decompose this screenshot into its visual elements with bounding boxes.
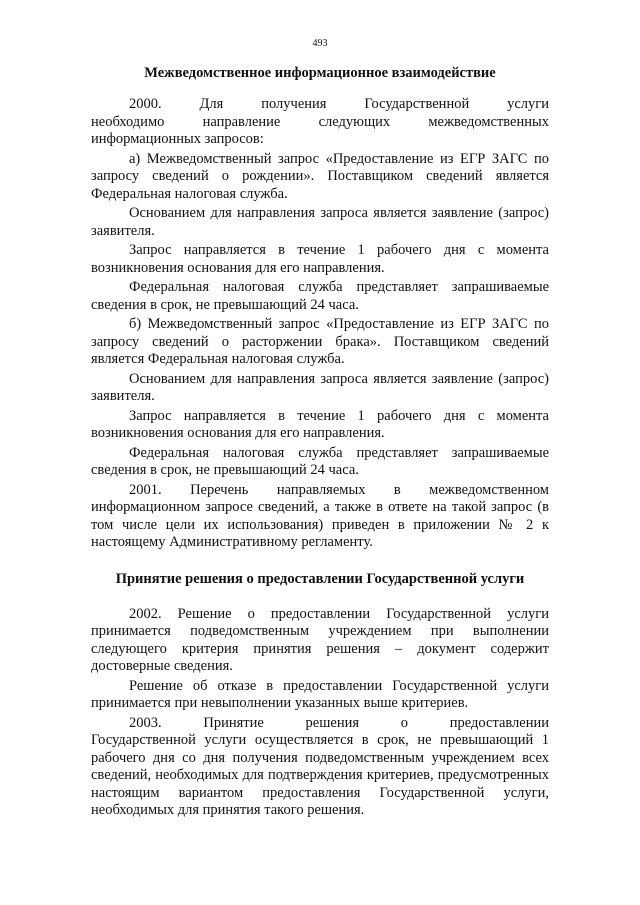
- paragraph-2000-text: необходимо направление следующих межведомственных информационных запросов:: [91, 113, 549, 147]
- paragraph-2001: [91, 482, 549, 552]
- paragraph-2000-first-line: 2000. Для получения Государственной услуги: [129, 96, 549, 112]
- section-heading-interagency: Межведомственное информационное взаимодействие: [144, 65, 496, 81]
- paragraph-2001-text: информационном запросе сведений, а также в ответе на такой запрос (в том числе цели их использования) приведен в приложении № 2 к настоящему Административному регламенту.: [91, 499, 549, 550]
- item-b-request: б) Межведомственный запрос «Предоставление из ЕГР ЗАГС по запросу сведений о расторжении брака». Поставщиком сведений является Федеральная налоговая служба.: [91, 316, 549, 367]
- document-body: [91, 38, 549, 822]
- item-b-response: Федеральная налоговая служба представляет запрашиваемые сведения в срок, не превышающий 24 часа.: [91, 444, 549, 478]
- item-a-request: а) Межведомственный запрос «Предоставление из ЕГР ЗАГС по запросу сведений о рождении». Поставщиком сведений является Федеральная налоговая служба.: [91, 150, 549, 202]
- page-number: 493: [312, 38, 328, 49]
- paragraph-2002: [91, 606, 549, 676]
- item-a-response: Федеральная налоговая служба представляет запрашиваемые сведения в срок, не превышающий 24 часа.: [91, 279, 549, 313]
- paragraph-2003: [91, 715, 549, 820]
- paragraph-2003-text: Государственной услуги осуществляется в срок, не превышающий 1 рабочего дня со дня получения подведомственным учреждением всех сведений, необходимых для подтверждения критериев, предусмотренных настоящим вариантом предоставления Государственной услуги, необходимых для принятия такого решения.: [91, 732, 549, 818]
- paragraph-2002-first-line: 2002. Решение о предоставлении Государственной услуги: [129, 605, 549, 622]
- paragraph-refusal: Решение об отказе в предоставлении Государственной услуги принимается при невыполнении указанных выше критериев.: [91, 677, 549, 711]
- item-a-timing: Запрос направляется в течение 1 рабочего дня с момента возникновения основания для его направления.: [91, 242, 549, 276]
- paragraph-2000: [91, 96, 549, 149]
- item-a-basis: Основанием для направления запроса является заявление (запрос) заявителя.: [91, 205, 549, 239]
- section-heading-decision: Принятие решения о предоставлении Государственной услуги: [115, 570, 525, 587]
- paragraph-2003-first-line: 2003. Принятие решения о предоставлении: [129, 714, 549, 731]
- paragraph-2002-text: принимается подведомственным учреждением при выполнении следующего критерия принятия решения – документ содержит достоверные сведения.: [91, 623, 549, 674]
- paragraph-2001-first-line: 2001. Перечень направляемых в межведомственном: [129, 481, 549, 498]
- item-b-timing: Запрос направляется в течение 1 рабочего дня с момента возникновения основания для его направления.: [91, 407, 549, 441]
- item-b-basis: Основанием для направления запроса является заявление (запрос) заявителя.: [91, 370, 549, 404]
